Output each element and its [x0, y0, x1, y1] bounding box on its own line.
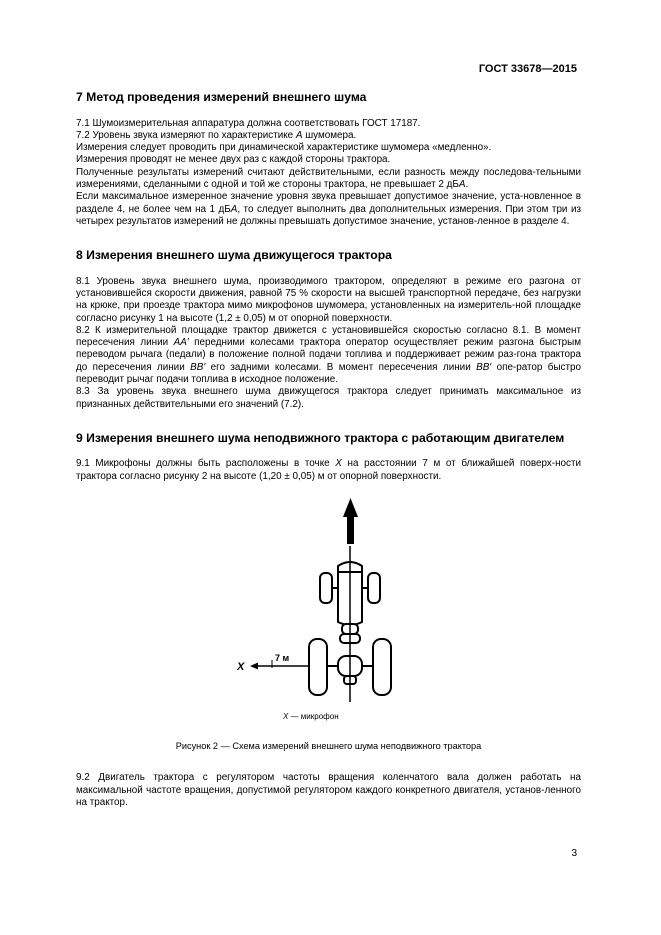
- paragraph-8-1: 8.1 Уровень звука внешнего шума, производимого трактором, определяют в режиме его разгона от установившейся скорости движения, равной 75 % скорости на высшей транспортной передаче, без нагрузки на крюке, при проезде трактора мимо микрофонов шумомера, установленных на измеритель-ной площадке согласно рисунку 1 на высоте (1,2 ± 0,05) м от опорной поверхности.: [76, 275, 581, 324]
- paragraph-7-2: 7.2 Уровень звука измеряют по характеристике А шумомера.: [76, 129, 357, 141]
- figure-caption: Рисунок 2 — Схема измерений внешнего шума неподвижного трактора: [175, 741, 482, 752]
- paragraph-7-2-d: Полученные результаты измерений считают действительными, если разность между последова-тельными измерениями, сделанными с одной и той же стороны трактора, не превышает 2 дБА.: [76, 166, 581, 190]
- paragraph-7-2-c: Измерения проводят не менее двух раз с каждой стороны трактора.: [76, 154, 391, 166]
- distance-label: 7 м: [275, 653, 290, 664]
- direction-arrow: [343, 498, 358, 544]
- paragraph-7-1: 7.1 Шумоизмерительная аппаратура должна соответствовать ГОСТ 17187.: [76, 117, 421, 129]
- page-number: 3: [571, 848, 577, 859]
- paragraph-7-2-b: Измерения следует проводить при динамической характеристике шумомера «медленно».: [76, 142, 492, 154]
- paragraph-9-2: 9.2 Двигатель трактора с регулятором частоты вращения коленчатого вала должен работать на максимальной частоте вращения, допустимой регулятором каждого конкретного двигателя, установ-ленного на трактор.: [76, 772, 581, 808]
- figure-legend: X — микрофон: [283, 712, 339, 722]
- section-9-title: 9 Измерения внешнего шума неподвижного трактора с работающим двигателем: [76, 430, 565, 445]
- paragraph-8-2: 8.2 К измерительной площадке трактор движется с установившейся скоростью согласно 8.1. В момент пересечения линии АА' передними колесами трактора оператор осуществляет режим разгона быстрым переводом рычага (педали) в положение полной подачи топлива и поддерживает режим раз-гона трактора до пересечения линии ВВ' его задними колесами. В момент пересечения линии ВВ' опе-ратор быстро переводит рычаг подачи топлива в исходное положение.: [76, 324, 581, 386]
- page-content: [76, 90, 581, 809]
- microphone-point-label: X: [237, 661, 245, 674]
- section-9: [76, 431, 581, 809]
- paragraph-8-3: 8.3 За уровень звука внешнего шума движущегося трактора следует принимать максимальное из признанных действительными его значений (7.2).: [76, 386, 581, 410]
- paragraph-9-1: 9.1 Микрофоны должны быть расположены в точке X на расстоянии 7 м от ближайшей поверх-ности трактора согласно рисунку 2 на высоте (1,20 ± 0,05) м от опорной поверхности.: [76, 458, 581, 482]
- figure-2: [76, 494, 581, 740]
- tractor-diagram: [76, 494, 581, 740]
- section-7-title: 7 Метод проведения измерений внешнего шума: [76, 90, 367, 104]
- section-8-title: 8 Измерения внешнего шума движущегося трактора: [76, 248, 392, 263]
- section-8: [76, 248, 581, 411]
- paragraph-7-2-e: Если максимальное измеренное значение уровня звука превышает допустимое значение, уста-новленное в разделе 4, не более чем на 1 дБА, то следует выполнить два дополнительных измерения. При этом три из четырех результатов измерений не должны превышать допустимое значение, установ-ленное в разделе 4.: [76, 191, 581, 227]
- section-7: [76, 90, 581, 228]
- document-id: ГОСТ 33678—2015: [478, 63, 577, 75]
